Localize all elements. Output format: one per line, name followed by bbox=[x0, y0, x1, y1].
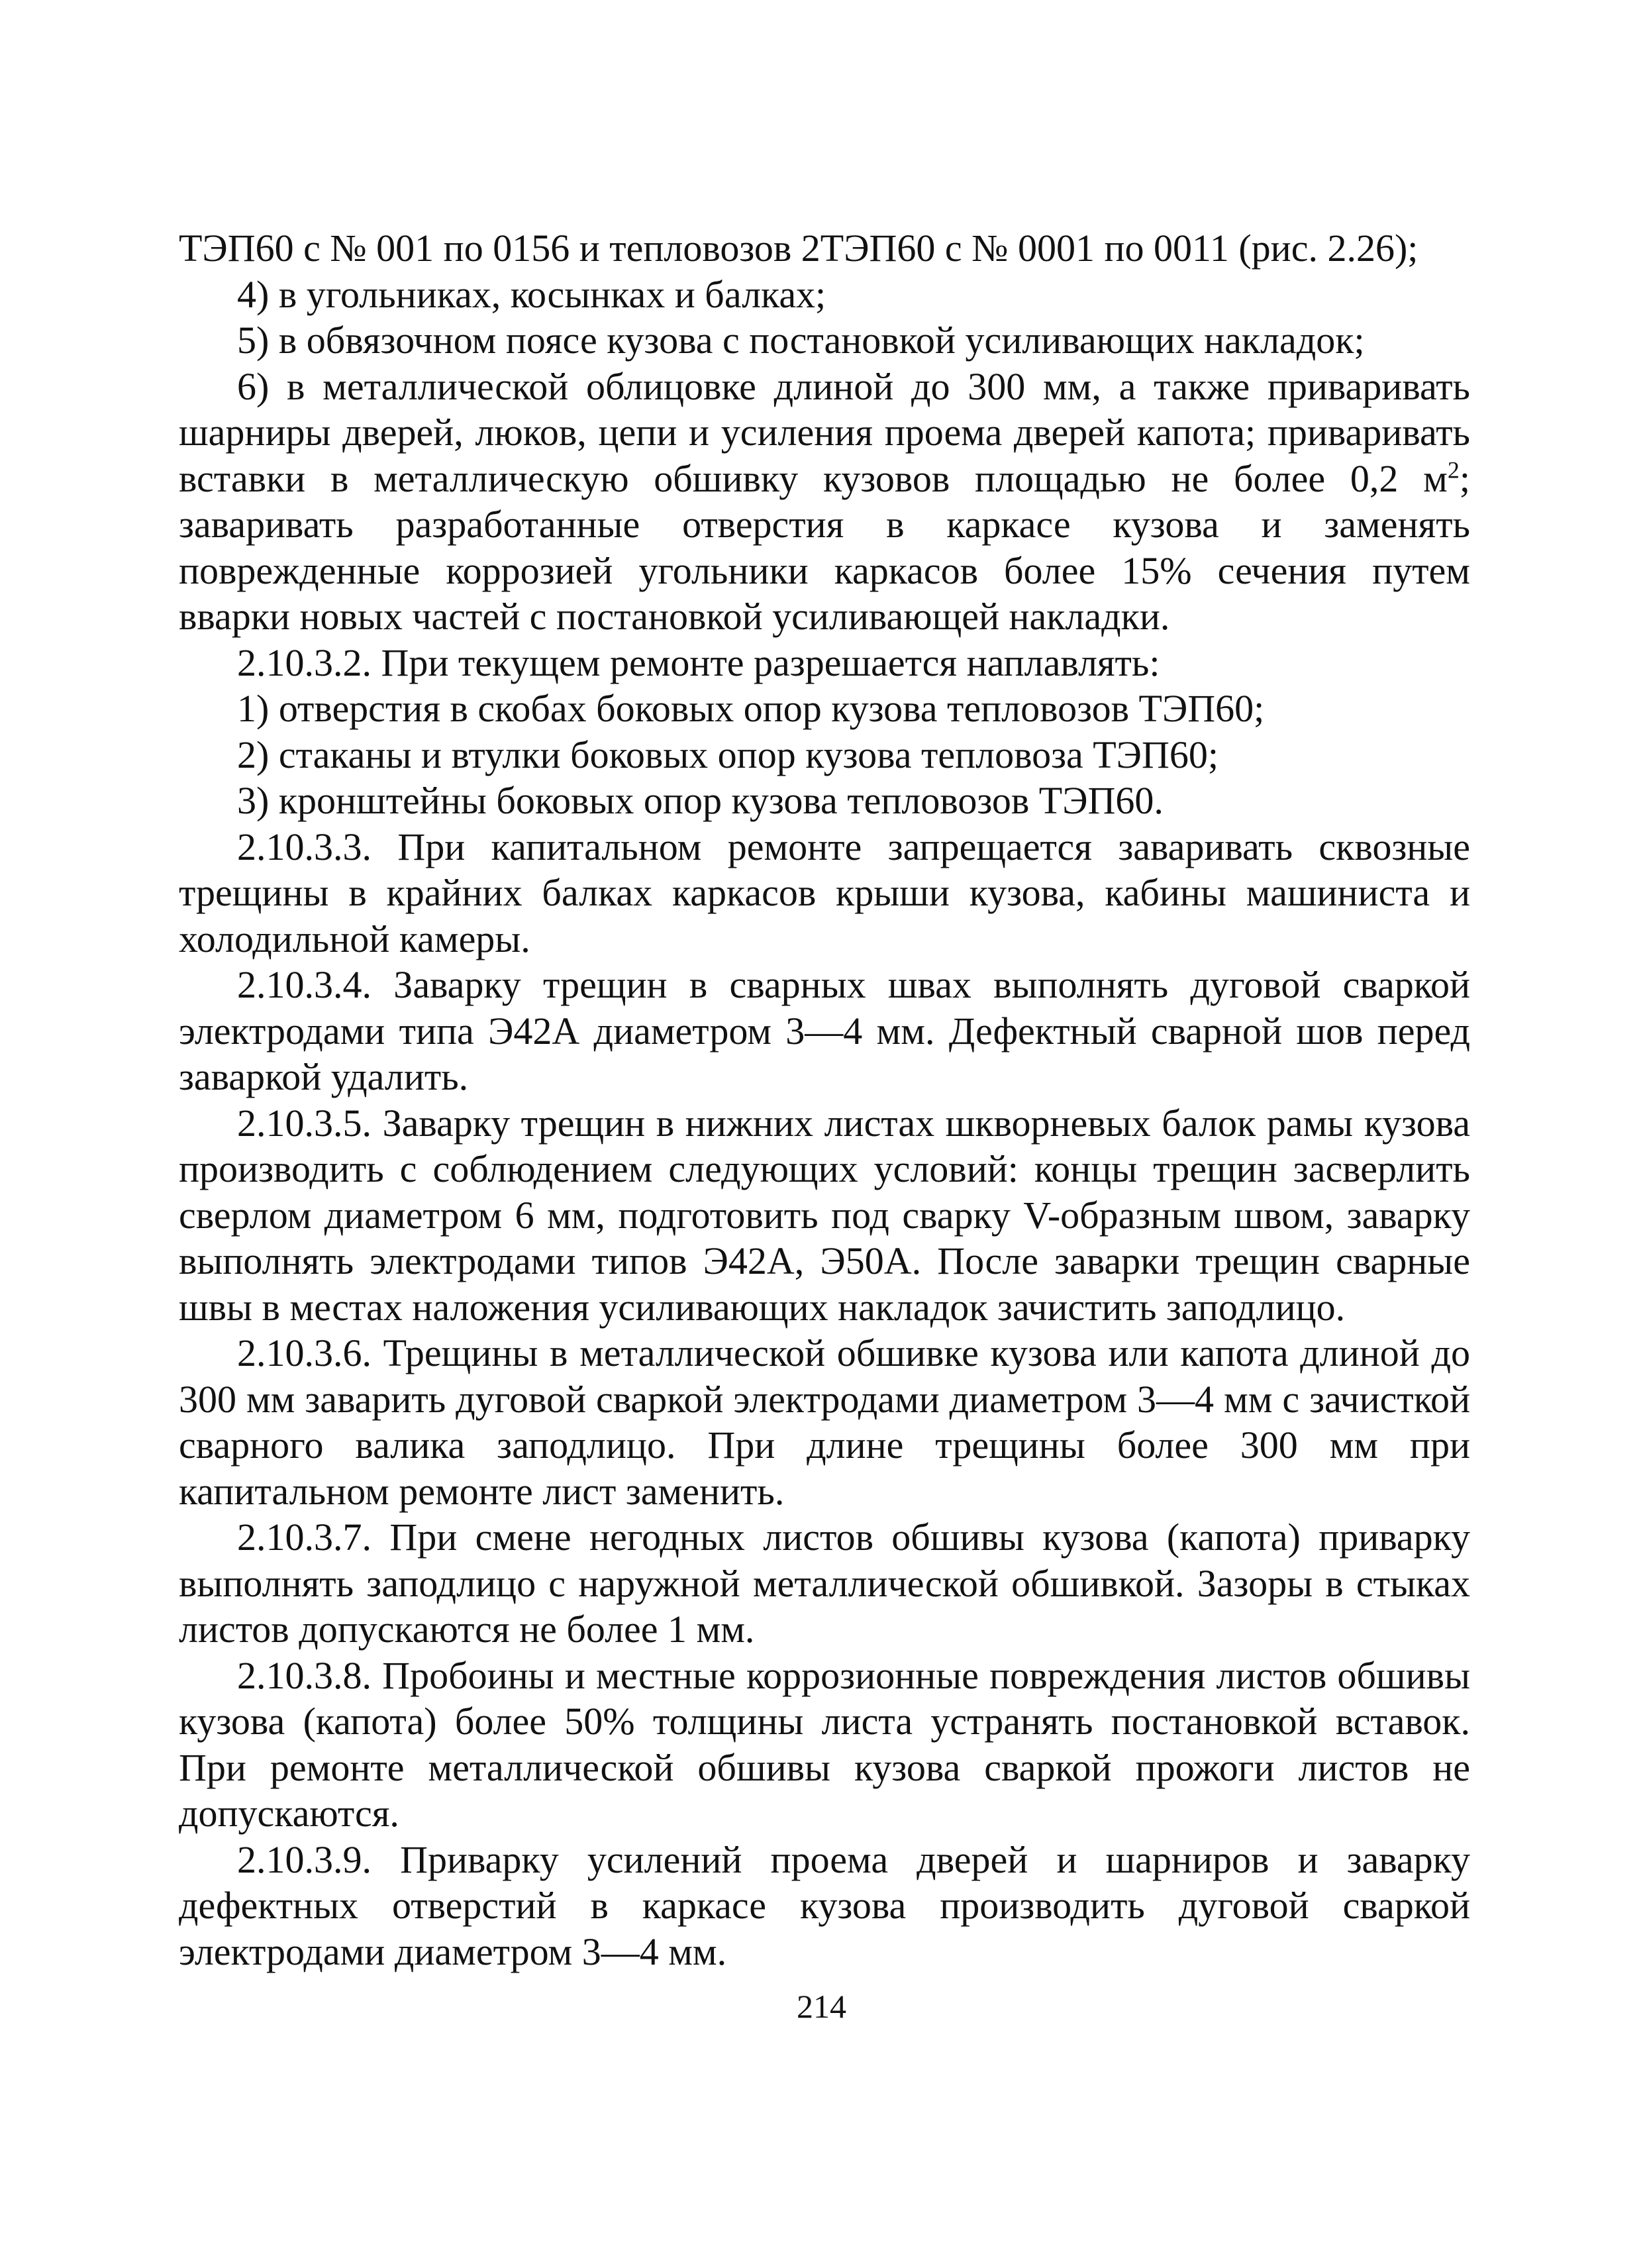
paragraph: 2.10.3.4. Заварку трещин в сварных швах выполнять дуговой сваркой электродами типа Э42А диаметром 3—4 мм. Дефектный сварной шов перед заваркой удалить. bbox=[179, 963, 1470, 1098]
page-number: 214 bbox=[797, 1988, 846, 2025]
paragraph: 2.10.3.3. При капитальном ремонте запрещается заваривать сквозные трещины в крайних балках каркасов крыши кузова, кабины машиниста и холодильной камеры. bbox=[179, 825, 1470, 960]
paragraph-text: ; заваривать разработанные отверстия в каркасе кузова и заменять поврежденные коррозией угольники каркасов более 15% сечения путем вварки новых частей с постановкой усиливающей накладки. bbox=[179, 456, 1470, 638]
paragraph: 2.10.3.6. Трещины в металлической обшивке кузова или капота длиной до 300 мм заварить дуговой сваркой электродами диаметром 3—4 мм с зачисткой сварного валика заподлицо. При длине трещины более 300 мм при капитальном ремонте лист заменить. bbox=[179, 1331, 1470, 1513]
paragraph: 5) в обвязочном поясе кузова с постановкой усиливающих накладок; bbox=[237, 319, 1365, 362]
document-body bbox=[179, 225, 1470, 1975]
paragraph-text: 6) в металлической облицовке длиной до 300 мм, а также приваривать шарниры дверей, люков, цепи и усиления проема дверей капота; приваривать вставки в металлическую обшивку кузовов площадью не более 0,2 м bbox=[179, 364, 1470, 500]
paragraph: ТЭП60 с № 001 по 0156 и тепловозов 2ТЭП60 с № 0001 по 0011 (рис. 2.26); bbox=[179, 227, 1419, 270]
paragraph: 4) в угольниках, косынках и балках; bbox=[237, 272, 826, 316]
list-item: 2) стаканы и втулки боковых опор кузова тепловоза ТЭП60; bbox=[237, 733, 1219, 776]
list-item: 3) кронштейны боковых опор кузова тепловозов ТЭП60. bbox=[237, 779, 1164, 822]
superscript: 2 bbox=[1447, 456, 1460, 484]
paragraph: 2.10.3.5. Заварку трещин в нижних листах шкворневых балок рамы кузова производить с соблюдением следующих условий: концы трещин засверлить сверлом диаметром 6 мм, подготовить под сварку V-образным швом, заварку выполнять электродами типов Э42А, Э50А. После заварки трещин сварные швы в местах наложения усиливающих накладок зачистить заподлицо. bbox=[179, 1101, 1470, 1329]
paragraph: 2.10.3.7. При смене негодных листов обшивы кузова (капота) приварку выполнять заподлицо с наружной металлической обшивкой. Зазоры в стыках листов допускаются не более 1 мм. bbox=[179, 1516, 1470, 1651]
paragraph bbox=[179, 364, 1470, 640]
list-item: 1) отверстия в скобах боковых опор кузова тепловозов ТЭП60; bbox=[237, 687, 1265, 730]
paragraph: 2.10.3.8. Пробоины и местные коррозионные повреждения листов обшивы кузова (капота) более 50% толщины листа устранять постановкой вставок. При ремонте металлической обшивы кузова сваркой прожоги листов не допускаются. bbox=[179, 1653, 1470, 1835]
paragraph: 2.10.3.2. При текущем ремонте разрешается наплавлять: bbox=[237, 641, 1160, 684]
paragraph: 2.10.3.9. Приварку усилений проема дверей и шарниров и заварку дефектных отверстий в каркасе кузова производить дуговой сваркой электродами диаметром 3—4 мм. bbox=[179, 1837, 1470, 1973]
